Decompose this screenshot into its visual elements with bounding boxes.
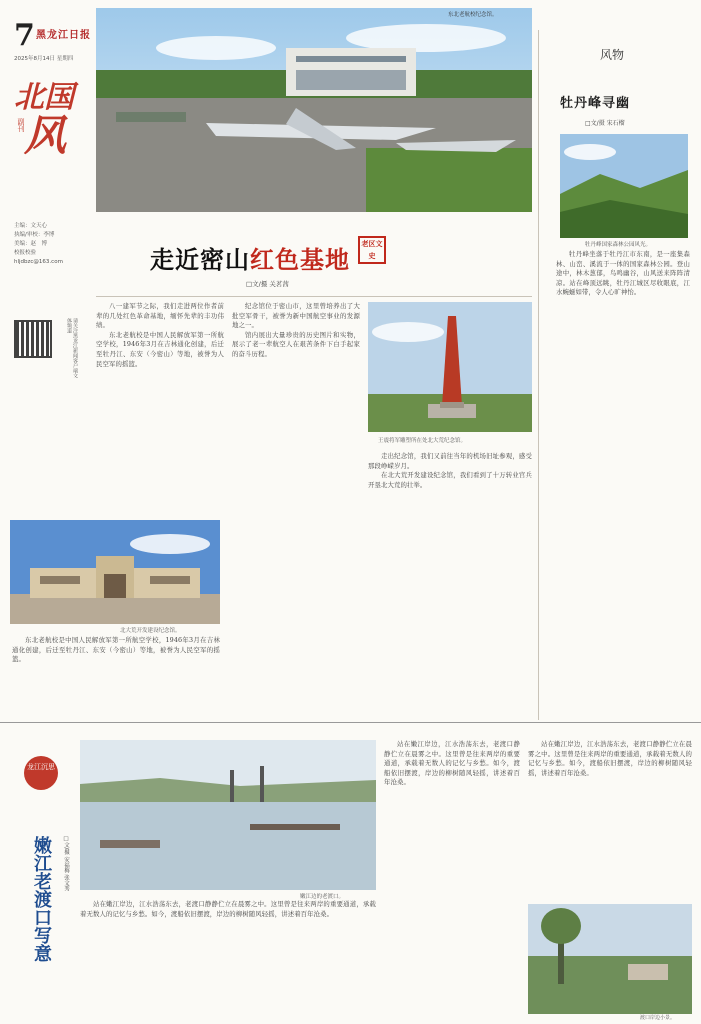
page-number: 7 — [14, 18, 35, 53]
masthead — [0, 0, 96, 378]
title-divider — [96, 296, 532, 297]
memorial-hall-photo — [10, 520, 220, 624]
bottom-article-col3: 站在嫩江岸边，江水浩荡东去，老渡口静静伫立在晨雾之中。这里曾是往来两岸的重要通道，承载着无数人的记忆与乡愁。如今，渡船依旧摆渡，岸边的柳树随风轻摇，讲述着百年沧桑。 — [528, 740, 692, 777]
main-article-title: 走近密山红色基地 — [150, 245, 350, 274]
issue-date: 2025年8月14日 星期四 — [14, 56, 74, 62]
section-title: 北国 风 — [14, 80, 74, 160]
section-label: 副刊 — [17, 118, 25, 132]
qr-code[interactable] — [14, 320, 52, 358]
main-article-col2: 纪念馆位于密山市，这里曾培养出了大批空军骨干，被誉为新中国航空事业的发源地之一。 馆内展出大量珍贵的历史图片和实物，展示了老一辈航空人在艰苦条件下白手起家的奋斗历程。 — [232, 302, 360, 358]
main-article-col1: 八一建军节之际，我们走进两位作者前辈的几处红色革命基地，缅怀先辈的丰功伟绩。 东北老航校是中国人民解放军第一所航空学校，1946年3月在吉林通化创建，后迁至牡丹江、东安（今密山）等地，被誉为人民空军的摇篮。 — [96, 302, 224, 368]
stamp-badge: 老区文史 — [358, 236, 386, 264]
bottom-stamp: 龙江沉思 — [24, 756, 58, 790]
paper-name: 黑龙江日报 — [36, 30, 91, 41]
bottom-photo-caption: 嫩江边的老渡口。 — [300, 894, 345, 900]
bottom-article-col1: 站在嫩江岸边，江水浩荡东去，老渡口静静伫立在晨雾之中。这里曾是往来两岸的重要通道，承载着无数人的记忆与乡愁。如今，渡船依旧摆渡，岸边的柳树随风轻摇，讲述着百年沧桑。 — [80, 900, 376, 918]
monument-photo-caption: 王震将军雕塑所在处北大荒纪念馆。 — [378, 438, 467, 444]
bottom-photo-shore — [528, 904, 692, 1014]
bottom-article-title: 嫩江老渡口写意 — [31, 836, 52, 962]
right-section-label: 风物 — [600, 48, 625, 62]
memorial-hall-caption: 北大荒开发建设纪念馆。 — [120, 628, 181, 634]
right-feature-photo — [560, 134, 688, 238]
main-article-col3: 走出纪念馆，我们又前往当年的机场旧址参观，感受那段峥嵘岁月。 在北大荒开发建设纪念馆，我们看到了十万转业官兵开垦北大荒的壮举。 — [368, 452, 532, 489]
bottom-photo-caption-2: 渡口岸边小景。 — [640, 1015, 676, 1021]
bottom-section-divider — [0, 722, 701, 723]
top-photo-museum — [96, 8, 532, 212]
staff-list: 主编：文天心 执编/审校：李博 美编：赵 博 校报校验 hljdbzc@163.com — [14, 223, 63, 265]
right-feature-photo-caption: 牡丹峰国家森林公园风光。 — [585, 242, 652, 248]
right-feature-body: 牡丹峰坐落于牡丹江市东南，是一座集森林、山峦、溪流于一体的国家森林公园。登山途中，林木葱郁，鸟鸣幽谷，山风送来阵阵清凉。站在峰顶远眺，牡丹江城区尽收眼底，江水蜿蜒如带，令人心旷神怡。 — [556, 250, 690, 297]
bottom-article-col2: 站在嫩江岸边，江水浩荡东去，老渡口静静伫立在晨雾之中。这里曾是往来两岸的重要通道，承载着无数人的记忆与乡愁。如今，渡船依旧摆渡，岸边的柳树随风轻摇，讲述着百年沧桑。 — [384, 740, 520, 787]
qr-label: 请关注黑龙江新闻客户端文体频道 — [66, 318, 78, 378]
bottom-article-author: □文/摄 安福梅 张文秀 — [63, 836, 69, 892]
monument-photo — [368, 302, 532, 432]
main-article-author: □文/摄 关茗茜 — [246, 280, 289, 288]
main-article-col1-continued: 东北老航校是中国人民解放军第一所航空学校，1946年3月在吉林通化创建，后迁至牡丹江、东安（今密山）等地，被誉为人民空军的摇篮。 — [12, 636, 220, 664]
right-column-divider — [538, 30, 539, 720]
bottom-photo-ferry — [80, 740, 376, 890]
top-photo-caption: 东北老航校纪念馆。 — [448, 12, 498, 18]
right-feature-title: 牡丹峰寻幽 — [560, 96, 631, 111]
right-feature-author: □文/摄 宋石榴 — [585, 120, 625, 127]
